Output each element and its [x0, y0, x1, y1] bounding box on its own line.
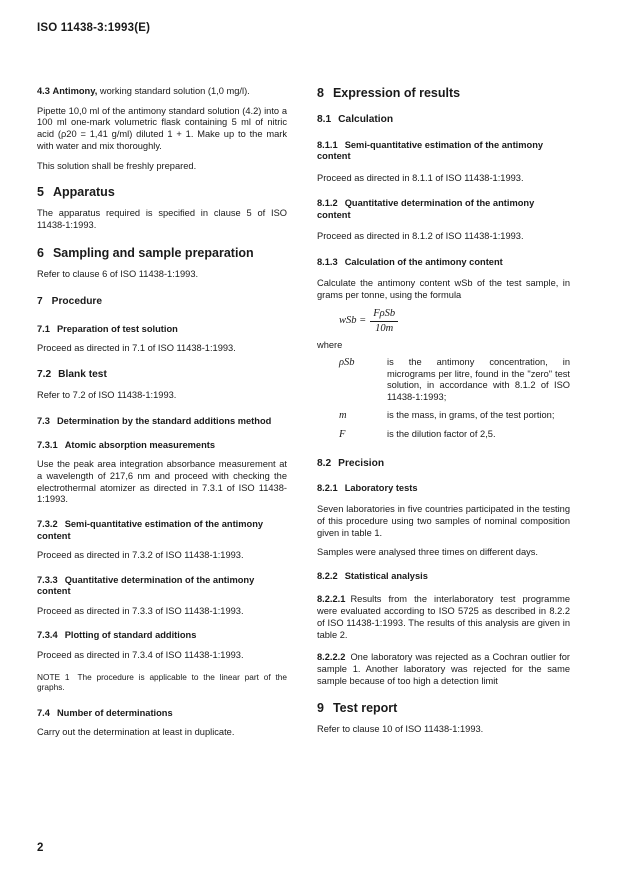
page-number: 2 [37, 842, 44, 854]
section-7-3-3-text: Proceed as directed in 7.3.3 of ISO 11438-1:1993. [37, 605, 244, 616]
section-7-2-text: Refer to 7.2 of ISO 11438-1:1993. [37, 389, 177, 400]
section-8-2-2-1-text: Results from the interlaboratory test programme were evaluated according to ISO 5725 as described in 8.2.2 of ISO 11438-1:1993. The results of this analysis are given in table 2. [317, 594, 570, 640]
definition-text: is the antimony concentration, in micrograms per litre, found in the "zero" test solution, in accordance with 8.1.2 of ISO 11438-1:1993; [387, 356, 570, 403]
section-9-heading: 9 Test report [317, 701, 398, 716]
section-7-3-4-text: Proceed as directed in 7.3.4 of ISO 11438-1:1993. [37, 649, 244, 660]
formula-numerator: FρSb [370, 308, 398, 322]
section-8-2-1-paragraph-2: Samples were analysed three times on different days. [317, 547, 539, 558]
left-column [37, 86, 287, 739]
section-7-4-text: Carry out the determination at least in duplicate. [37, 727, 235, 738]
definition-list [317, 357, 570, 441]
section-8-2-1-heading: 8.2.1 Laboratory tests [317, 482, 418, 493]
antimony-formula [339, 308, 570, 334]
section-8-2-2-2-text: One laboratory was rejected as a Cochran outlier for sample 1. Another laboratory was rejected for the same sample because of too high a detection limit [317, 652, 570, 686]
section-5-text: The apparatus required is specified in clause 5 of ISO 11438-1:1993. [37, 208, 287, 230]
section-7-1-text: Proceed as directed in 7.1 of ISO 11438-1:1993. [37, 343, 236, 354]
section-9-text: Refer to clause 10 of ISO 11438-1:1993. [317, 724, 484, 735]
definition-text: is the dilution factor of 2,5. [387, 429, 496, 440]
where-label: where [317, 340, 343, 351]
section-8-1-3-heading: 8.1.3 Calculation of the antimony content [317, 256, 503, 267]
section-7-3-heading: 7.3 Determination by the standard additions method [37, 416, 272, 427]
section-4-3-title: Antimony, [52, 86, 98, 96]
section-4-3-number: 4.3 [37, 86, 50, 96]
section-8-1-2-text: Proceed as directed in 8.1.2 of ISO 11438-1:1993. [317, 231, 524, 242]
section-7-3-3-heading: 7.3.3 Quantitative determination of the antimony content [37, 574, 255, 597]
section-7-3-1-heading: 7.3.1 Atomic absorption measurements [37, 439, 216, 450]
section-4-3-intro [37, 86, 287, 98]
section-5-heading: 5 Apparatus [37, 185, 115, 200]
section-8-2-2-2-paragraph [317, 652, 570, 687]
section-7-heading: 7 Procedure [37, 296, 103, 308]
section-7-4-heading: 7.4 Number of determinations [37, 707, 173, 718]
right-column [317, 86, 570, 736]
section-4-3-paragraph-2: This solution shall be freshly prepared. [37, 160, 197, 171]
section-7-2-heading: 7.2 Blank test [37, 369, 107, 381]
section-8-1-heading: 8.1 Calculation [317, 114, 394, 125]
definition-item [317, 357, 570, 404]
section-4-3-title-rest: working standard solution (1,0 mg/l). [99, 86, 250, 96]
note-1 [37, 672, 287, 693]
section-7-3-1-text: Use the peak area integration absorbance measurement at a wavelength of 217,6 nm and proceed with checking the electrothermal atomizer as directed in 7.3.1 of ISO 11438-1:1993. [37, 459, 287, 505]
definition-symbol: m [339, 409, 347, 421]
section-7-1-heading: 7.1 Preparation of test solution [37, 323, 178, 334]
formula-denominator: 10m [375, 322, 394, 334]
section-8-2-2-2-number: 8.2.2.2 [317, 652, 346, 663]
section-8-2-2-1-number: 8.2.2.1 [317, 594, 346, 605]
section-8-heading: 8 Expression of results [317, 86, 461, 100]
section-4-3-paragraph-1: Pipette 10,0 ml of the antimony standard solution (4.2) into a 100 ml one-mark volumetric flask containing 5 ml of nitric acid (ρ20 = 1,41 g/ml) diluted 1 + 1. Make up to the mark with water and mix thoroughly. [37, 105, 287, 151]
definition-symbol: F [339, 429, 346, 441]
section-8-2-1-paragraph-1: Seven laboratories in five countries participated in the testing of this procedure using two samples of nominal composition given in table 1. [317, 504, 570, 538]
note-1-label: NOTE 1 [37, 671, 70, 682]
section-7-3-2-text: Proceed as directed in 7.3.2 of ISO 11438-1:1993. [37, 550, 244, 561]
section-8-1-1-heading: 8.1.1 Semi-quantitative estimation of the antimony content [317, 139, 544, 161]
section-7-3-2-heading: 7.3.2 Semi-quantitative estimation of the antimony content [37, 519, 264, 541]
section-8-2-heading: 8.2 Precision [317, 458, 385, 470]
definition-text: is the mass, in grams, of the test portion; [387, 409, 555, 420]
formula-lhs: wSb = [339, 315, 367, 327]
definition-item [317, 429, 570, 441]
formula-fraction [370, 308, 398, 334]
section-6-heading: 6 Sampling and sample preparation [37, 245, 254, 260]
definition-symbol: ρSb [339, 356, 355, 368]
section-8-2-2-1-paragraph [317, 594, 570, 641]
note-1-text: The procedure is applicable to the linear part of the graphs. [37, 671, 287, 693]
section-8-1-2-heading: 8.1.2 Quantitative determination of the antimony content [317, 198, 535, 220]
section-8-2-2-heading: 8.2.2 Statistical analysis [317, 570, 428, 581]
section-7-3-4-heading: 7.3.4 Plotting of standard additions [37, 630, 197, 641]
document-header: ISO 11438-3:1993(E) [37, 22, 151, 34]
definition-item [317, 410, 570, 422]
section-6-text: Refer to clause 6 of ISO 11438-1:1993. [37, 268, 199, 279]
section-8-1-1-text: Proceed as directed in 8.1.1 of ISO 11438-1:1993. [317, 172, 524, 183]
section-8-1-3-text: Calculate the antimony content wSb of the test sample, in grams per tonne, using the formula [317, 278, 570, 301]
